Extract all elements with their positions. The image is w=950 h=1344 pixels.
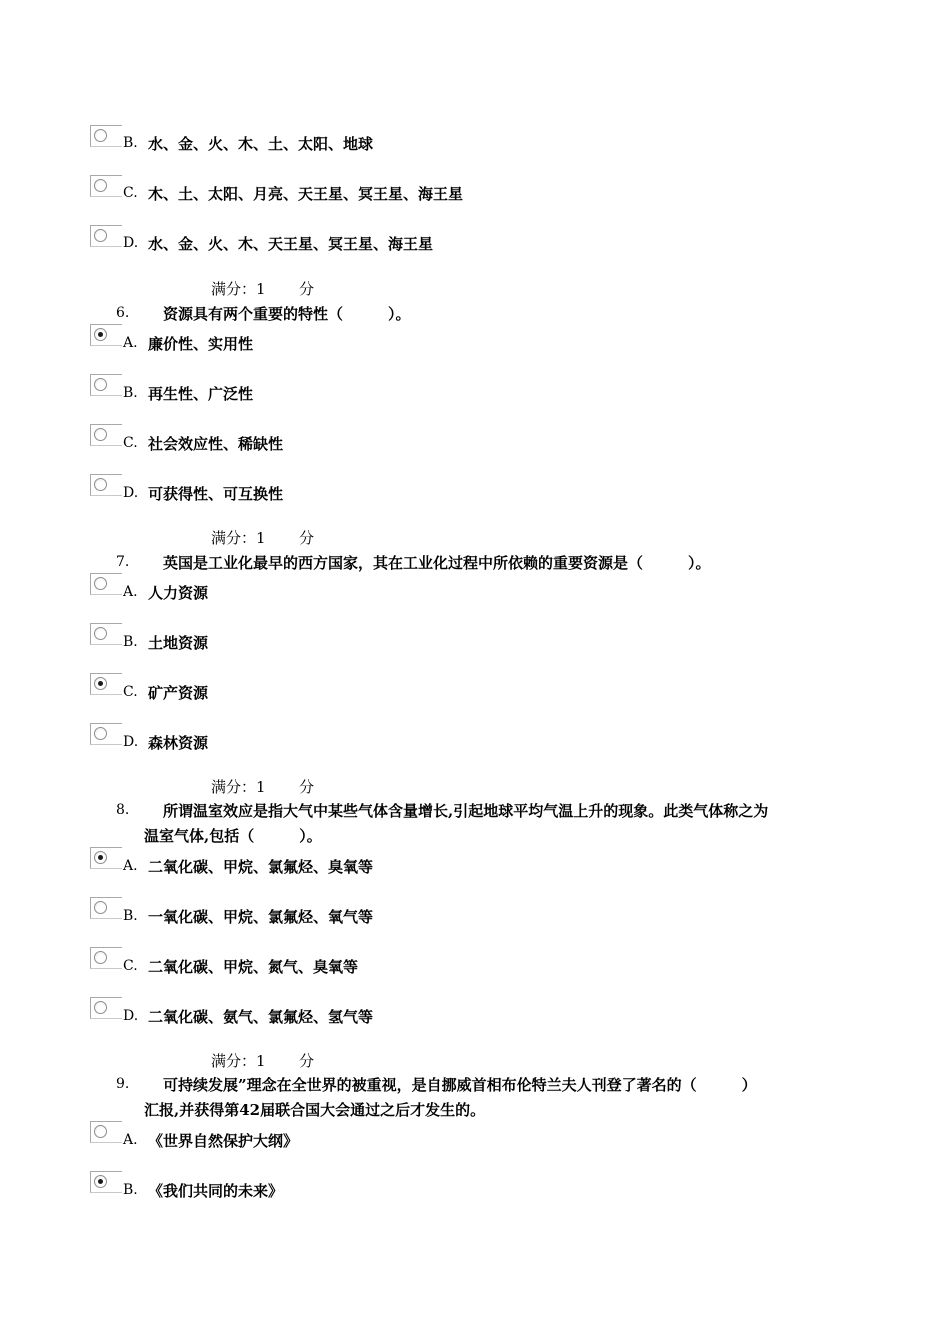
score-label: 满分：1 xyxy=(211,778,266,796)
score-unit: 分 xyxy=(299,280,315,298)
radio-q8-option-d[interactable] xyxy=(90,997,122,1019)
option-letter: B. xyxy=(123,908,138,924)
radio-dot-icon xyxy=(98,681,103,686)
option-text: 矿产资源 xyxy=(148,684,209,702)
option-text: 二氧化碳、甲烷、氮气、臭氧等 xyxy=(148,958,359,976)
option-text: 人力资源 xyxy=(148,584,209,602)
option-text: 二氧化碳、甲烷、氯氟烃、臭氧等 xyxy=(148,858,374,876)
question-text-line-1: 所谓温室效应是指大气中某些气体含量增长,引起地球平均气温上升的现象。此类气体称之为 xyxy=(163,802,769,820)
option-text: 《世界自然保护大纲》 xyxy=(148,1132,299,1150)
score-label: 满分：1 xyxy=(211,529,266,547)
radio-circle-icon xyxy=(94,129,107,142)
option-text: 再生性、广泛性 xyxy=(148,385,254,403)
question-text-line-2: 汇报,并获得第42届联合国大会通过之后才发生的。 xyxy=(144,1101,486,1119)
option-text: 一氧化碳、甲烷、氯氟烃、氧气等 xyxy=(148,908,374,926)
score-unit: 分 xyxy=(299,778,315,796)
score-label: 满分：1 xyxy=(211,280,266,298)
option-letter: C. xyxy=(123,958,138,974)
radio-q8-option-c[interactable] xyxy=(90,947,122,969)
radio-circle-icon xyxy=(94,727,107,740)
radio-q9-option-a[interactable] xyxy=(90,1121,122,1143)
question-number: 6. xyxy=(116,305,130,321)
radio-q7-option-b[interactable] xyxy=(90,623,122,645)
option-letter: C. xyxy=(123,185,138,201)
radio-q5-option-b[interactable] xyxy=(90,125,122,147)
radio-circle-icon xyxy=(94,577,107,590)
radio-q9-option-b[interactable] xyxy=(90,1171,122,1193)
radio-q6-option-d[interactable] xyxy=(90,474,122,496)
option-text: 森林资源 xyxy=(148,734,209,752)
option-letter: A. xyxy=(123,335,138,351)
radio-q7-option-d[interactable] xyxy=(90,723,122,745)
option-letter: D. xyxy=(123,485,139,501)
option-letter: B. xyxy=(123,634,138,650)
radio-dot-icon xyxy=(98,1179,103,1184)
question-text: 英国是工业化最早的西方国家，其在工业化过程中所依赖的重要资源是（ ）。 xyxy=(163,554,711,572)
option-letter: A. xyxy=(123,584,138,600)
radio-q7-option-c[interactable] xyxy=(90,673,122,695)
option-letter: B. xyxy=(123,135,138,151)
option-letter: A. xyxy=(123,858,138,874)
option-letter: B. xyxy=(123,1182,138,1198)
radio-circle-icon xyxy=(94,428,107,441)
question-number: 8. xyxy=(116,802,130,818)
option-text: 土地资源 xyxy=(148,634,209,652)
option-text: 水、金、火、木、土、太阳、地球 xyxy=(148,135,374,153)
question-text-line-1: 可持续发展”理念在全世界的被重视，是自挪威首相布伦特兰夫人刊登了著名的（ ） xyxy=(163,1076,757,1094)
question-text-line-2: 温室气体,包括（ ）。 xyxy=(144,827,322,845)
radio-q8-option-a[interactable] xyxy=(90,847,122,869)
radio-q5-option-d[interactable] xyxy=(90,225,122,247)
radio-circle-icon xyxy=(94,627,107,640)
radio-circle-icon xyxy=(94,677,107,690)
radio-q6-option-a[interactable] xyxy=(90,324,122,346)
question-number: 9. xyxy=(116,1076,130,1092)
option-text: 二氧化碳、氨气、氯氟烃、氢气等 xyxy=(148,1008,374,1026)
radio-circle-icon xyxy=(94,378,107,391)
radio-circle-icon xyxy=(94,901,107,914)
radio-circle-icon xyxy=(94,229,107,242)
radio-circle-icon xyxy=(94,328,107,341)
option-letter: C. xyxy=(123,684,138,700)
radio-circle-icon xyxy=(94,179,107,192)
radio-q5-option-c[interactable] xyxy=(90,175,122,197)
radio-circle-icon xyxy=(94,478,107,491)
radio-q6-option-c[interactable] xyxy=(90,424,122,446)
radio-circle-icon xyxy=(94,1175,107,1188)
score-unit: 分 xyxy=(299,1052,315,1070)
question-text: 资源具有两个重要的特性（ ）。 xyxy=(163,305,411,323)
option-text: 水、金、火、木、天王星、冥王星、海王星 xyxy=(148,235,434,253)
option-text: 廉价性、实用性 xyxy=(148,335,254,353)
radio-circle-icon xyxy=(94,851,107,864)
option-text: 可获得性、可互换性 xyxy=(148,485,284,503)
radio-dot-icon xyxy=(98,332,103,337)
radio-q6-option-b[interactable] xyxy=(90,374,122,396)
option-text: 社会效应性、稀缺性 xyxy=(148,435,284,453)
option-letter: B. xyxy=(123,385,138,401)
option-text: 《我们共同的未来》 xyxy=(148,1182,284,1200)
option-text: 木、土、太阳、月亮、天王星、冥王星、海王星 xyxy=(148,185,464,203)
option-letter: D. xyxy=(123,734,139,750)
radio-circle-icon xyxy=(94,951,107,964)
radio-circle-icon xyxy=(94,1125,107,1138)
radio-circle-icon xyxy=(94,1001,107,1014)
score-unit: 分 xyxy=(299,529,315,547)
score-label: 满分：1 xyxy=(211,1052,266,1070)
radio-dot-icon xyxy=(98,855,103,860)
option-letter: C. xyxy=(123,435,138,451)
option-letter: A. xyxy=(123,1132,138,1148)
question-number: 7. xyxy=(116,554,130,570)
radio-q8-option-b[interactable] xyxy=(90,897,122,919)
option-letter: D. xyxy=(123,235,139,251)
radio-q7-option-a[interactable] xyxy=(90,573,122,595)
option-letter: D. xyxy=(123,1008,139,1024)
